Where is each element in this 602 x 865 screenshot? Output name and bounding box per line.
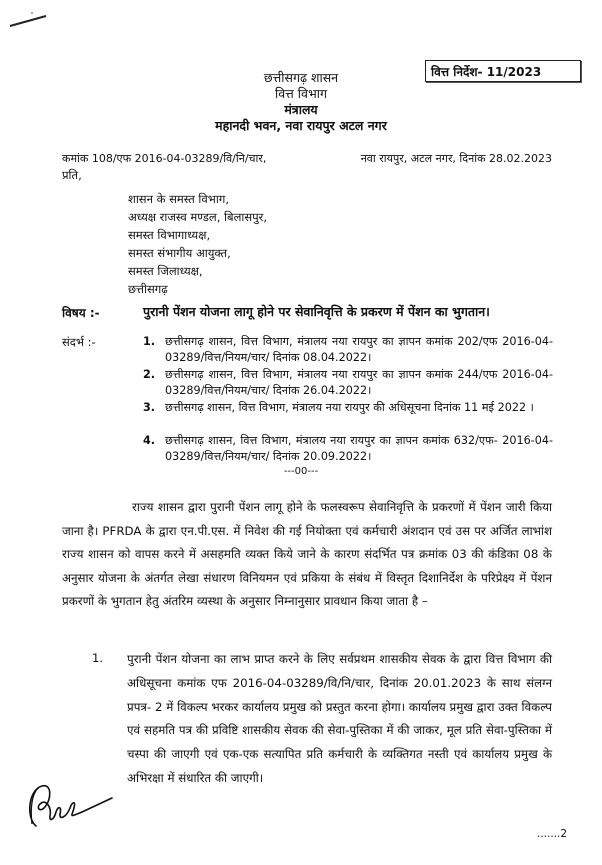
reference-text: छत्तीसगढ़ शासन, वित्त विभाग, मंत्रालय नया रायपुर का ज्ञापन कमांक 632/एफ- 2016-04-03289/वित्त/नियम/चार/ दिनांक 20.09.2022।	[165, 434, 553, 463]
subject-text: पुरानी पेंशन योजना लागू होने पर सेवानिवृत्ति के प्रकरण में पेंशन का भुगतान।	[143, 304, 490, 319]
addressee: समस्त जिलाध्यक्ष,	[128, 264, 203, 278]
point-text: पुरानी पेंशन योजना का लाभ प्राप्त करने के लिए सर्वप्रथम शासकीय सेवक के द्वारा वित्त विभाग की अधिसूचना कमांक एफ 2016-04-03289/वि/नि/चार, दिनांक 20.01.2023 के साथ संलग्न प्रपत्र- 2 में विकल्प भरकर कार्यालय प्रमुख को प्रस्तुत करना होगा। कार्यालय प्रमुख द्वारा उक्त विकल्प एवं सहमति पत्र की प्रविष्टि शासकीय सेवक की सेवा-पुस्तिका में की जाकर, मूल प्रति सेवा-पुस्तिका में चस्पा की जाएगी एवं एक-एक सत्यापित प्रति कर्मचारी के व्यक्तिगत नस्ती एवं कार्यालय प्रमुख के अभिरक्षा में संधारित की जाएगी।	[127, 652, 552, 785]
reference-item	[143, 433, 553, 465]
section-separator: ---00---	[283, 466, 319, 477]
reference-number: 3.	[143, 401, 156, 414]
reference-text: छत्तीसगढ़ शासन, वित्त विभाग, मंत्रालय नया रायपुर का ज्ञापन कमांक 244/एफ 2016-04-03289/वित्त/नियम/चार/ दिनांक 26.04.2022।	[165, 368, 553, 397]
reference-item	[143, 367, 553, 399]
point-number: 1.	[92, 651, 103, 665]
scan-mark-icon	[8, 10, 48, 30]
addressee: छत्तीसगढ़	[128, 282, 168, 296]
addressee: अध्यक्ष राजस्व मण्डल, बिलासपुर,	[128, 210, 268, 224]
reference-item	[143, 400, 553, 416]
reference-text: छत्तीसगढ़ शासन, वित्त विभाग, मंत्रालय नया रायपुर की अधिसूचना दिनांक 11 मई 2022 ।	[165, 401, 534, 414]
reference-number: 1.	[143, 335, 156, 348]
signature-icon	[22, 778, 117, 833]
memo-number: कमांक 108/एफ 2016-04-03289/वि/नि/चार,	[62, 152, 267, 165]
reference-number: 4.	[143, 434, 156, 447]
circular-number: वित्त निर्देश- 11/2023	[431, 65, 542, 79]
intro-paragraph: राज्य शासन द्वारा पुरानी पेंशन लागू होने के फलस्वरूप सेवानिवृत्ति के प्रकरणों में पेंशन जारी किया जाना है। PFRDA के द्वारा एन.पी.एस. में निवेश की गई नियोक्ता एवं कर्मचारी अंशदान एवं उस पर अर्जित लाभांश राज्य शासन को वापस करने में असहमति व्यक्त किये जाने के कारण संदर्भित पत्र क्रमांक 03 की कंडिका 08 के अनुसार योजना के अंतर्गत लेखा संधारण विनियमन एवं प्रकिया के संबंध में विस्तृत दिशानिर्देश के परिप्रेक्ष्य में पेंशन प्रकरणों के भुगतान हेतु अंतरिम व्यस्था के अनुसार निम्नानुसार प्रावधान किया जाता है –	[62, 500, 552, 608]
reference-label: संदर्भ :-	[62, 335, 96, 349]
place-date: नवा रायपुर, अटल नगर, दिनांक 28.02.2023	[360, 152, 552, 165]
ministry-label: मंत्रालय	[284, 102, 318, 117]
to-label: प्रति,	[62, 168, 82, 182]
addressee: समस्त विभागाध्यक्ष,	[128, 228, 211, 242]
addressee: शासन के समस्त विभाग,	[128, 192, 229, 206]
addressee: समस्त संभागीय आयुक्त,	[128, 246, 231, 260]
memo-line	[62, 152, 552, 166]
subject-label: विषय :-	[62, 306, 100, 320]
reference-item	[143, 334, 553, 366]
office-address: महानदी भवन, नवा रायपुर अटल नगर	[215, 118, 387, 133]
department-name: वित्त विभाग	[274, 86, 328, 101]
govt-name: छत्तीसगढ़ शासन	[263, 70, 339, 85]
page-continuation: .......2	[537, 828, 568, 840]
reference-number: 2.	[143, 368, 156, 381]
reference-text: छत्तीसगढ़ शासन, वित्त विभाग, मंत्रालय नया रायपुर का ज्ञापन कमांक 202/एफ 2016-04-03289/वित्त/नियम/चार/ दिनांक 08.04.2022।	[165, 335, 553, 364]
